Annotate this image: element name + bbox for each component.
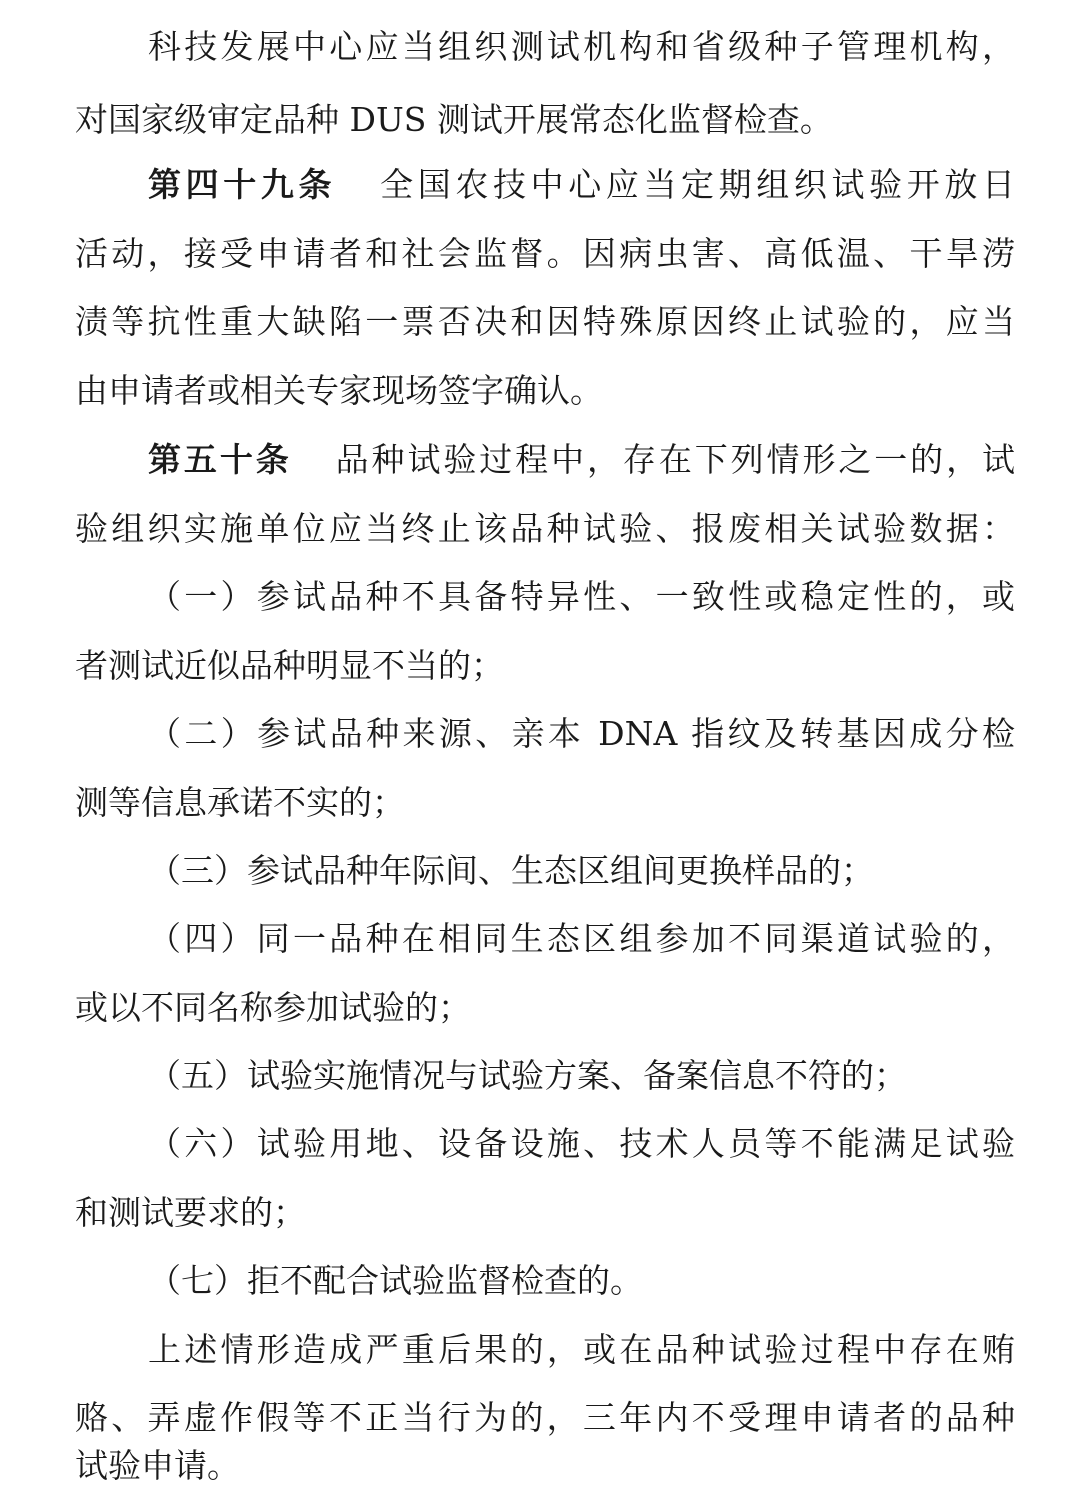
article-49-heading: 第四十九条	[148, 165, 337, 204]
paragraph-line: 活动，接受申请者和社会监督。因病虫害、高低温、干旱涝	[75, 234, 1015, 273]
paragraph-line: 科技发展中心应当组织测试机构和省级种子管理机构，	[148, 27, 1015, 66]
paragraph-line: 赂、弄虚作假等不正当行为的，三年内不受理申请者的品种	[75, 1398, 1015, 1437]
paragraph-line: 验组织实施单位应当终止该品种试验、报废相关试验数据：	[75, 509, 1015, 548]
list-item: （七）拒不配合试验监督检查的。	[148, 1261, 643, 1300]
article-50-heading: 第五十条	[148, 440, 292, 479]
paragraph-line: 上述情形造成严重后果的，或在品种试验过程中存在贿	[148, 1330, 1015, 1369]
list-item: （六）试验用地、设备设施、技术人员等不能满足试验	[148, 1124, 1015, 1163]
list-item: （三）参试品种年际间、生态区组间更换样品的；	[148, 851, 874, 890]
list-item-continuation: 者测试近似品种明显不当的；	[75, 646, 504, 685]
list-item: （五）试验实施情况与试验方案、备案信息不符的；	[148, 1056, 907, 1095]
list-item-continuation: 测等信息承诺不实的；	[75, 783, 405, 822]
article-50-text: 品种试验过程中，存在下列情形之一的，试	[335, 440, 1015, 479]
paragraph-line: 由申请者或相关专家现场签字确认。	[75, 371, 603, 410]
list-item: （二）参试品种来源、亲本 DNA 指纹及转基因成分检	[148, 714, 1015, 753]
paragraph-line: 对国家级审定品种 DUS 测试开展常态化监督检查。	[75, 100, 833, 139]
article-49-first-line	[148, 159, 1015, 211]
article-49-text: 全国农技中心应当定期组织试验开放日	[380, 165, 1015, 204]
article-50-first-line	[148, 434, 1015, 486]
paragraph-line: 渍等抗性重大缺陷一票否决和因特殊原因终止试验的，应当	[75, 302, 1015, 341]
paragraph-line: 试验申请。	[75, 1446, 240, 1485]
list-item-continuation: 或以不同名称参加试验的；	[75, 988, 471, 1027]
list-item: （四）同一品种在相同生态区组参加不同渠道试验的，	[148, 919, 1015, 958]
list-item: （一）参试品种不具备特异性、一致性或稳定性的，或	[148, 577, 1015, 616]
list-item-continuation: 和测试要求的；	[75, 1193, 306, 1232]
